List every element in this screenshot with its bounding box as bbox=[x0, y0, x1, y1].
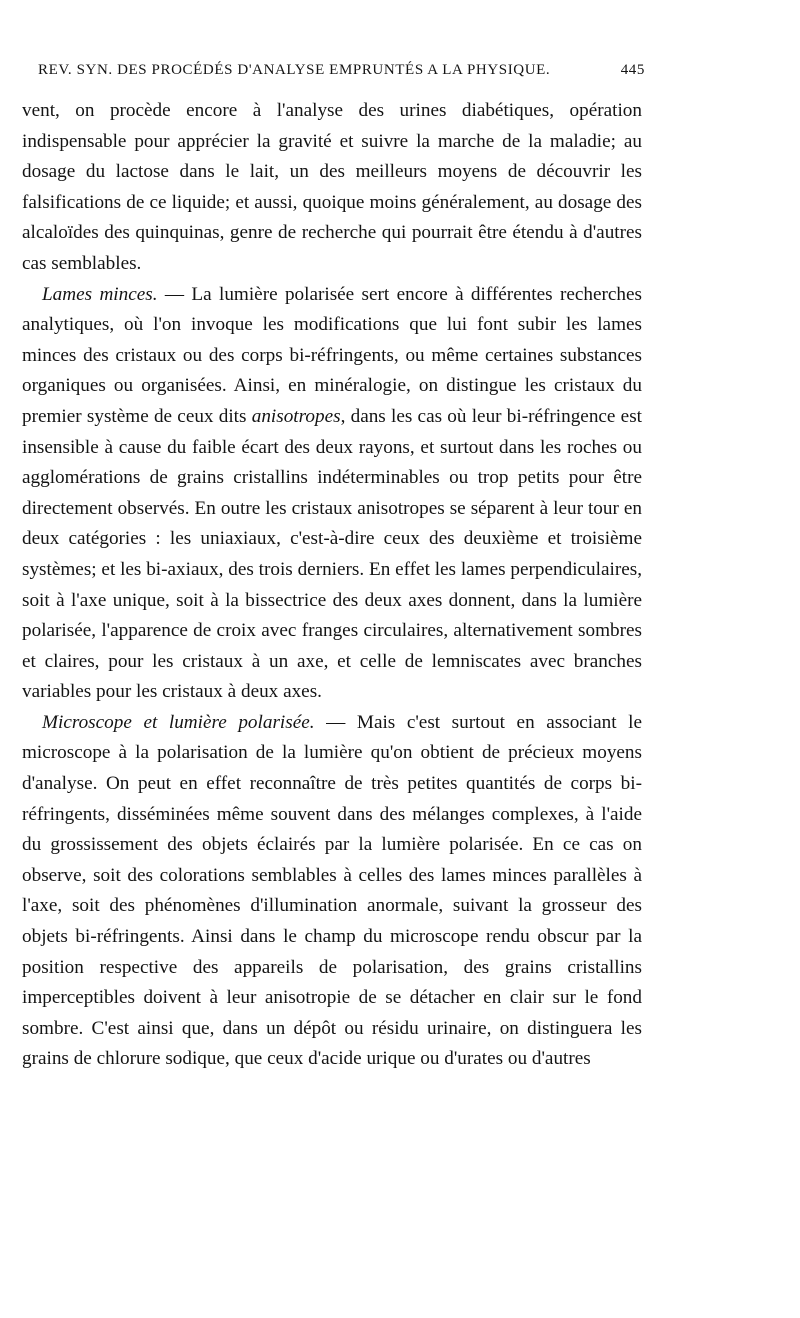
section-heading-lames-minces: Lames minces. bbox=[42, 283, 158, 305]
running-header bbox=[38, 62, 645, 79]
running-title: REV. SYN. DES PROCÉDÉS D'ANALYSE EMPRUNTÉS A LA PHYSIQUE. bbox=[38, 62, 551, 78]
paragraph-microscope bbox=[22, 708, 642, 1075]
paragraph-text: , dans les cas où leur bi-réfringence est insensible à cause du faible écart des deux rayons, et surtout dans les roches ou agglomérations de grains cristallins indéterminables ou trop petits pour être directement observés. En outre les cristaux anisotropes se séparent à leur tour en deux catégories : les uniaxiaux, c'est-à-dire ceux des deuxième et troisième systèmes; et les bi-axiaux, des trois derniers. En effet les lames perpendiculaires, soit à l'axe unique, soit à la bissectrice des deux axes donnent, dans la lumière polarisée, l'apparence de croix avec franges circulaires, alternativement sombres et claires, pour les cristaux à un axe, et celle de lemniscates avec branches variables pour les cristaux à deux axes. bbox=[22, 405, 642, 703]
page-number: 445 bbox=[620, 62, 645, 78]
paragraph-text: — La lumière polarisée sert encore à différentes recherches analytiques, où l'on invoque les modifications que lui font subir les lames minces des cristaux ou des corps bi-réfringents, ou même certaines substances organiques ou organisées. Ainsi, en minéralogie, on distingue les cristaux du premier système de ceux dits bbox=[22, 283, 642, 427]
italic-term-anisotropes: anisotropes bbox=[251, 405, 341, 427]
section-heading-microscope: Microscope et lumière polarisée. bbox=[42, 711, 315, 733]
paragraph-text: — Mais c'est surtout en associant le microscope à la polarisation de la lumière qu'on obtient de précieux moyens d'analyse. On peut en effet reconnaître de très petites quantités de corps bi-réfringents, disséminées même souvent dans des mélanges complexes, à l'aide du grossissement des objets éclairés par la lumière polarisée. En ce cas on observe, soit des colorations semblables à celles des lames minces parallèles à l'axe, soit des phénomènes d'illumination anormale, suivant la grosseur des objets bi-réfringents. Ainsi dans le champ du microscope rendu obscur par la position respective des appareils de polarisation, des grains cristallins imperceptibles doivent à leur anisotropie de se détacher en clair sur le fond sombre. C'est ainsi que, dans un dépôt ou résidu urinaire, on distinguera les grains de chlorure sodique, que ceux d'acide urique ou d'urates ou d'autres bbox=[22, 711, 642, 1070]
article-body bbox=[22, 96, 642, 1075]
paragraph-lames-minces bbox=[22, 280, 642, 708]
paragraph-continuation bbox=[22, 96, 642, 280]
paragraph-text: vent, on procède encore à l'analyse des urines diabétiques, opération indispensable pour apprécier la gravité et suivre la marche de la maladie; au dosage du lactose dans le lait, un des meilleurs moyens de découvrir les falsifications de ce liquide; et aussi, quoique moins généralement, au dosage des alcaloïdes des quinquinas, genre de recherche qui pourrait être étendu à d'autres cas semblables. bbox=[22, 100, 642, 274]
